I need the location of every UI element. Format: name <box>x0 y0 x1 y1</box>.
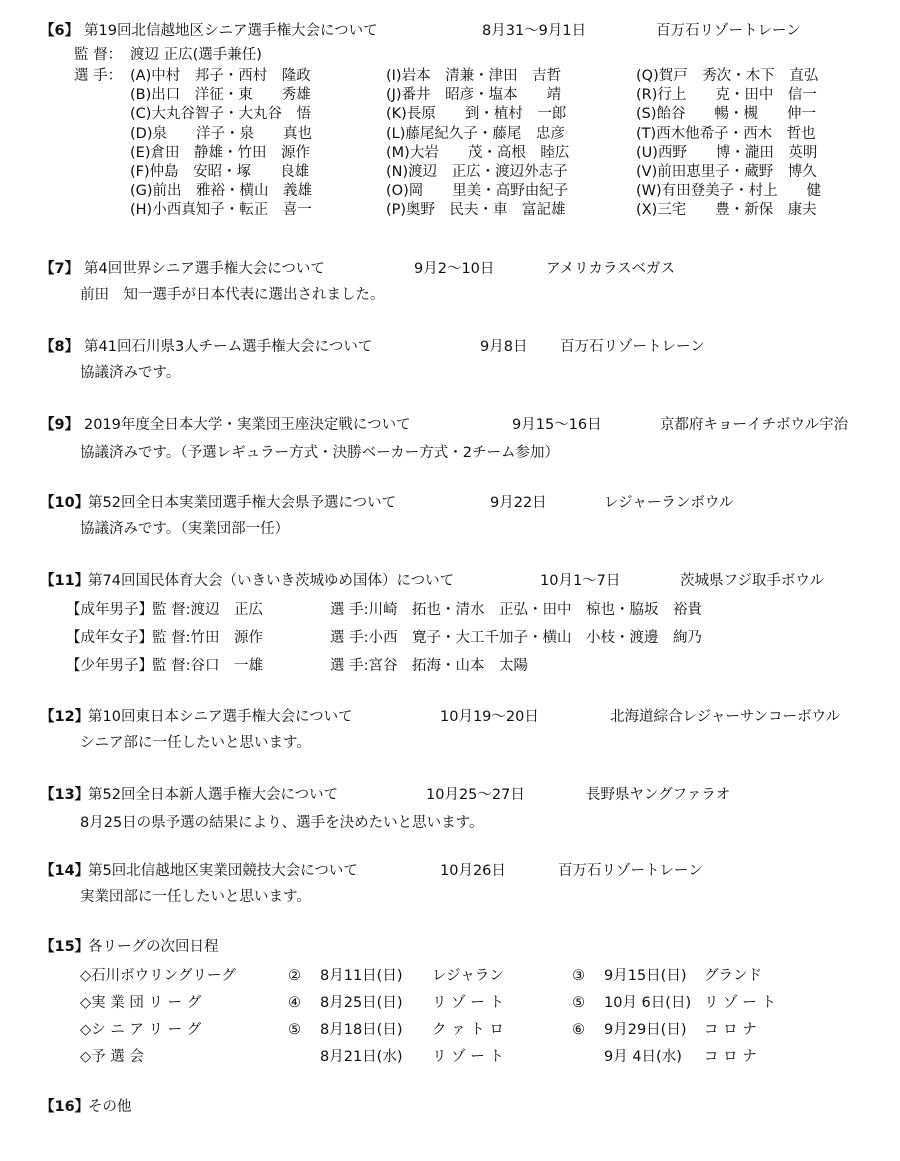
section-7-date: 9月2～10日 <box>414 261 495 277</box>
league-venue: ク ァ ト ロ <box>432 1022 504 1038</box>
player-pair: (T)西木他希子・西木 哲也 <box>636 125 816 142</box>
section-12-title: 第10回東日本シニア選手権大会について <box>88 709 353 725</box>
player-pair: (H)小西真知子・転正 喜一 <box>130 202 312 219</box>
section-12-venue: 北海道綜合レジャーサンコーボウル <box>610 709 841 725</box>
section-9-body: 協議済みです。（予選レギュラー方式・決勝ベーカー方式・2チーム参加） <box>80 445 560 461</box>
league-venue: コ ロ ナ <box>704 1022 757 1038</box>
player-pair: (J)番井 昭彦・塩本 靖 <box>386 87 562 104</box>
player-pair: (Q)賀戸 秀次・木下 直弘 <box>636 68 819 84</box>
league-date: 9月29日(日) <box>604 1022 687 1038</box>
section-13-venue: 長野県ヤングファラオ <box>586 787 731 803</box>
section-14-venue: 百万石リゾートレーン <box>558 863 703 879</box>
player-pair: (U)西野 博・瀧田 英明 <box>636 144 818 161</box>
player-pair: (O)岡 里美・高野由紀子 <box>386 183 569 200</box>
section-11-number: 【11】 <box>40 573 90 589</box>
section-10-body: 協議済みです。（実業団部一任） <box>80 521 290 537</box>
players-label: 選 手： <box>74 68 123 84</box>
section-8-date: 9月8日 <box>480 339 528 355</box>
player-pair: (V)前田恵里子・蔵野 博久 <box>636 164 817 180</box>
section-9-number: 【9】 <box>40 417 80 433</box>
section-6-number: 【6】 <box>40 23 80 39</box>
league-name: ◇実 業 団 リ ー グ <box>80 995 202 1011</box>
team-category: 【成年女子】 <box>66 630 153 646</box>
player-pair: (F)仲島 安昭・塚 良雄 <box>130 164 310 180</box>
team-category: 【成年男子】 <box>66 602 153 618</box>
section-14-body: 実業団部に一任したいと思います。 <box>80 889 311 905</box>
player-pair: (G)前出 雅裕・横山 義雄 <box>130 183 313 200</box>
round-number: ⑤ <box>572 995 585 1011</box>
player-pair: (K)長原 到・植村 一郎 <box>386 106 567 123</box>
league-date: 9月15日(日) <box>604 968 687 984</box>
league-name: ◇シ ニ ア リ ー グ <box>80 1022 202 1038</box>
section-6-date: 8月31～9月1日 <box>482 23 587 39</box>
section-10-date: 9月22日 <box>490 495 547 511</box>
player-pair: (N)渡辺 正広・渡辺外志子 <box>386 164 568 180</box>
league-venue: コ ロ ナ <box>704 1049 757 1065</box>
section-12-number: 【12】 <box>40 709 90 725</box>
section-13-body: 8月25日の県予選の結果により、選手を決めたいと思います。 <box>80 815 484 831</box>
section-14-title: 第5回北信越地区実業団競技大会について <box>88 863 358 879</box>
section-9-venue: 京都府キョーイチボウル宇治 <box>660 417 849 433</box>
team-players: 選 手:川崎 拓也・清水 正弘・田中 椋也・脇坂 裕貴 <box>330 602 702 618</box>
player-pair: (L)藤尾紀久子・藤尾 忠彦 <box>386 125 565 142</box>
section-13-title: 第52回全日本新人選手権大会について <box>88 787 339 803</box>
player-pair-grid <box>0 67 900 237</box>
player-pair: (R)行上 克・田中 信一 <box>636 87 817 104</box>
player-pair: (W)有田登美子・村上 健 <box>636 183 822 200</box>
section-11-title: 第74回国民体育大会（いきいき茨城ゆめ国体）について <box>88 573 455 589</box>
section-10-title: 第52回全日本実業団選手権大会県予選について <box>88 495 397 511</box>
round-number: ② <box>288 968 301 984</box>
league-venue: グランド <box>704 968 762 984</box>
section-8-number: 【8】 <box>40 339 80 355</box>
league-date: 8月25日(日) <box>320 995 403 1011</box>
league-venue: リ ゾ ー ト <box>704 995 776 1011</box>
league-date: 10月 6日(日) <box>604 995 692 1011</box>
league-date: 8月18日(日) <box>320 1022 403 1038</box>
section-16-number: 【16】 <box>40 1099 90 1115</box>
player-pair: (S)飴谷 暢・槻 伸一 <box>636 106 817 123</box>
player-pair: (E)倉田 静雄・竹田 源作 <box>130 144 310 161</box>
team-category: 【少年男子】 <box>66 658 153 674</box>
player-pair: (C)大丸谷智子・大丸谷 悟 <box>130 106 311 123</box>
section-9-title: 2019年度全日本大学・実業団王座決定戦について <box>84 417 411 433</box>
team-coach: 監 督:竹田 源作 <box>152 630 263 646</box>
player-pair: (B)出口 洋征・東 秀雄 <box>130 87 311 104</box>
section-7-venue: アメリカラスベガス <box>546 261 676 277</box>
round-number: ③ <box>572 968 585 984</box>
section-15-number: 【15】 <box>40 939 90 955</box>
player-pair: (I)岩本 清兼・津田 吉哲 <box>386 68 562 84</box>
player-pair: (M)大岩 茂・高根 睦広 <box>386 144 570 161</box>
section-12-date: 10月19～20日 <box>440 709 539 725</box>
team-players: 選 手:小西 寛子・大工千加子・横山 小枝・渡邊 絢乃 <box>330 630 702 646</box>
league-venue: リ ゾ ー ト <box>432 995 504 1011</box>
team-coach: 監 督:渡辺 正広 <box>152 602 263 618</box>
coach-name: 渡辺 正広(選手兼任) <box>130 47 262 63</box>
section-11-venue: 茨城県フジ取手ボウル <box>680 573 824 589</box>
round-number: ⑥ <box>572 1022 585 1038</box>
section-7-body: 前田 知一選手が日本代表に選出されました。 <box>80 287 385 303</box>
section-6-title: 第19回北信越地区シニア選手権大会について <box>84 23 378 39</box>
section-11-date: 10月1～7日 <box>540 573 621 589</box>
round-number: ④ <box>288 995 301 1011</box>
section-14-number: 【14】 <box>40 863 90 879</box>
section-8-venue: 百万石リゾートレーン <box>560 339 705 355</box>
round-number: ⑤ <box>288 1022 301 1038</box>
section-12-body: シニア部に一任したいと思います。 <box>80 735 311 751</box>
league-date: 8月21日(水) <box>320 1049 403 1065</box>
section-8-title: 第41回石川県3人チーム選手権大会について <box>84 339 373 355</box>
section-13-date: 10月25～27日 <box>426 787 525 803</box>
team-coach: 監 督:谷口 一雄 <box>152 658 263 674</box>
league-name: ◇石川ボウリングリーグ <box>80 968 236 984</box>
section-15-title: 各リーグの次回日程 <box>88 939 219 955</box>
coach-label: 監 督： <box>74 47 123 63</box>
section-13-number: 【13】 <box>40 787 90 803</box>
league-schedule <box>0 967 900 1077</box>
player-pair: (D)泉 洋子・泉 真也 <box>130 125 312 142</box>
league-name: ◇予 選 会 <box>80 1049 144 1065</box>
player-pair: (A)中村 邦子・西村 隆政 <box>130 68 311 84</box>
league-date: 8月11日(日) <box>320 968 403 984</box>
section-8-body: 協議済みです。 <box>80 365 181 381</box>
section-10-venue: レジャーランボウル <box>604 495 734 511</box>
section-7-number: 【7】 <box>40 261 80 277</box>
section-7-title: 第4回世界シニア選手権大会について <box>84 261 325 277</box>
league-date: 9月 4日(水) <box>604 1049 682 1065</box>
league-venue: レジャラン <box>432 968 504 984</box>
section-14-date: 10月26日 <box>440 863 506 879</box>
league-venue: リ ゾ ー ト <box>432 1049 504 1065</box>
player-pair: (P)奥野 民夫・車 富記雄 <box>386 202 566 219</box>
section-9-date: 9月15～16日 <box>512 417 602 433</box>
team-players: 選 手:宮谷 拓海・山本 太陽 <box>330 658 528 674</box>
section-6-venue: 百万石リゾートレーン <box>656 23 801 39</box>
section-16-title: その他 <box>88 1099 132 1115</box>
section-10-number: 【10】 <box>40 495 90 511</box>
player-pair: (X)三宅 豊・新保 康夫 <box>636 202 817 219</box>
